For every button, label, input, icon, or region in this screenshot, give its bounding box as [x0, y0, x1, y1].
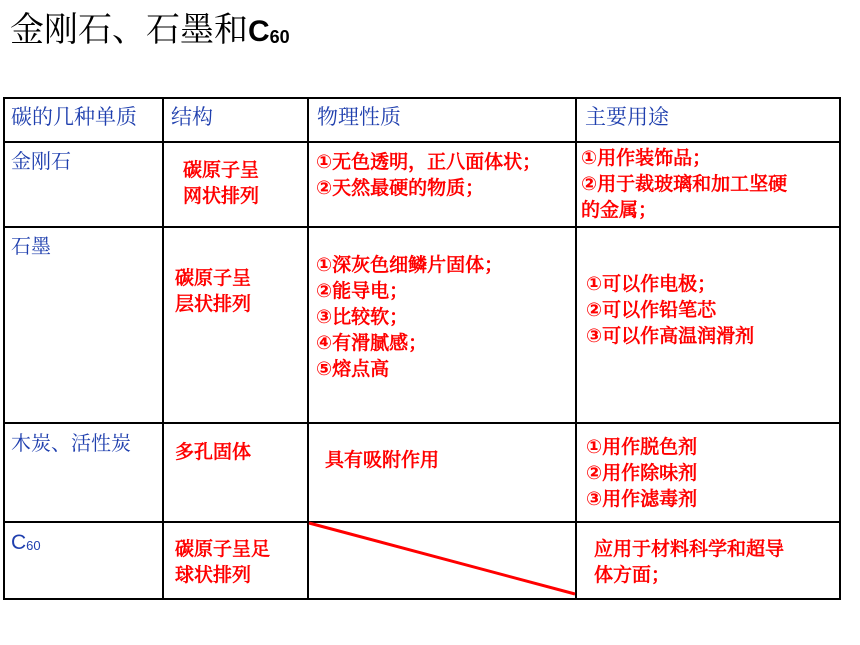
c60-subscript: 60: [26, 538, 41, 553]
use-line: 的金属；: [581, 199, 658, 221]
structure-line: 碳原子呈足: [175, 538, 271, 560]
properties-graphite: [316, 252, 503, 382]
substance-c60: [11, 531, 41, 555]
property-line: ①深灰色细鳞片固体；: [316, 254, 504, 276]
uses-graphite: [586, 271, 754, 349]
structure-line: 碳原子呈: [183, 159, 260, 181]
structure-line: 多孔固体: [175, 441, 252, 463]
uses-diamond: [581, 145, 787, 223]
property-line: ①无色透明，正八面体状；: [316, 151, 542, 173]
substance-charcoal: 木炭、活性炭: [11, 431, 131, 455]
use-line: 体方面；: [594, 564, 671, 586]
property-line: 具有吸附作用: [325, 449, 440, 471]
structure-line: 层状排列: [175, 293, 252, 315]
structure-diamond: [183, 157, 259, 209]
use-line: 应用于材料科学和超导: [594, 538, 785, 560]
header-structure: 结构: [171, 105, 213, 129]
uses-charcoal: [586, 434, 697, 512]
uses-c60: [594, 536, 784, 588]
use-line: ②用作除味剂: [586, 462, 698, 484]
property-line: ②能导电；: [316, 280, 409, 302]
structure-graphite: [175, 265, 251, 317]
structure-line: 球状排列: [175, 564, 252, 586]
c60-letter: C: [11, 531, 27, 554]
header-uses: 主要用途: [585, 105, 669, 129]
use-line: ①可以作电极；: [586, 273, 717, 295]
substance-diamond: 金刚石: [11, 149, 71, 173]
structure-line: 网状排列: [183, 185, 260, 207]
property-line: ②天然最硬的物质；: [316, 177, 485, 199]
properties-charcoal: [325, 447, 439, 473]
use-line: ①用作装饰品；: [581, 147, 712, 169]
use-line: ③用作滤毒剂: [586, 488, 698, 510]
use-line: ①用作脱色剂: [586, 436, 698, 458]
use-line: ③可以作高温润滑剂: [586, 325, 755, 347]
property-line: ⑤熔点高: [316, 358, 390, 380]
title-c-subscript: 60: [269, 27, 290, 47]
carbon-allotropes-table: [3, 97, 841, 600]
property-line: ④有滑腻感；: [316, 332, 428, 354]
structure-charcoal: [175, 439, 251, 465]
properties-diamond: [316, 149, 541, 201]
structure-c60: [175, 536, 270, 588]
title-text: 金刚石、石墨和: [10, 10, 248, 50]
property-line: ③比较软；: [316, 306, 409, 328]
substance-graphite: 石墨: [11, 234, 51, 258]
title-c-letter: C: [248, 15, 270, 48]
structure-line: 碳原子呈: [175, 267, 252, 289]
header-substance: 碳的几种单质: [11, 105, 137, 129]
use-line: ②用于裁玻璃和加工坚硬: [581, 173, 788, 195]
header-properties: 物理性质: [317, 105, 401, 129]
use-line: ②可以作铅笔芯: [586, 299, 717, 321]
page-title: [10, 4, 290, 63]
